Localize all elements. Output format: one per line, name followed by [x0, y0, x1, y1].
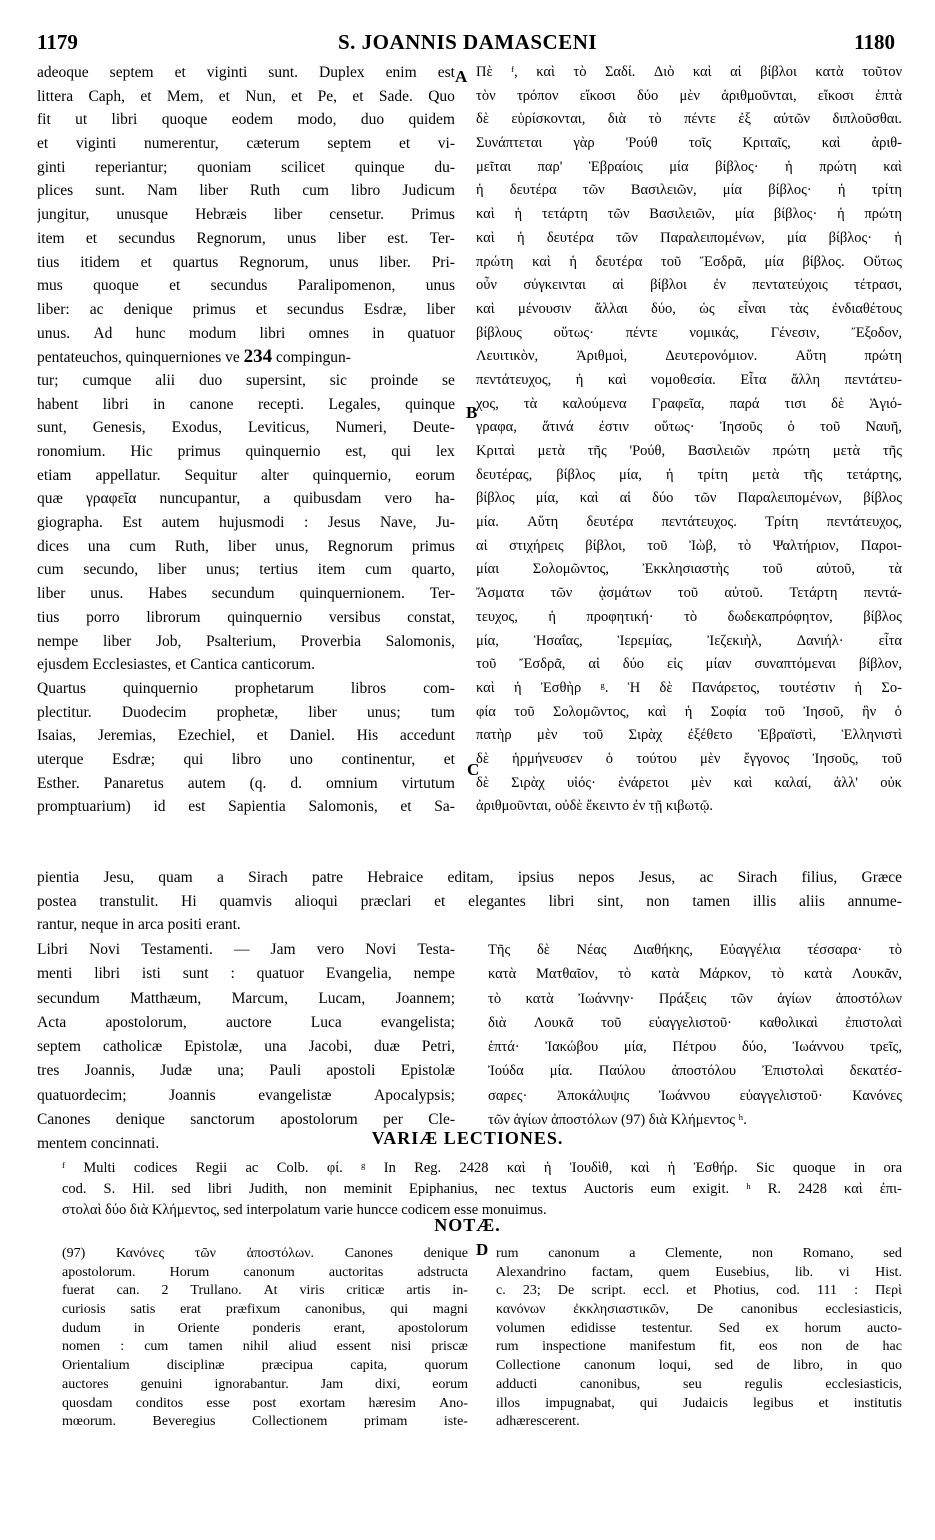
text-line: giographa. Est autem hujusmodi : Jesus Nave, Ju-	[37, 514, 455, 532]
text-line: plices sunt. Nam liber Ruth cum libro Judicum	[37, 182, 455, 200]
text-line: Isaias, Jeremias, Ezechiel, et Daniel. His accedunt	[37, 727, 455, 745]
text-line: Λευιτικὸν, Ἀριθμοὶ, Δευτερονόμιον. Αὕτη πρώτη	[476, 348, 902, 365]
text-line: Τῆς δὲ Νέας Διαθήκης, Εὐαγγέλια τέσσαρα· τὸ	[488, 942, 902, 958]
page-number-right: 1180	[854, 30, 895, 54]
text-line: Esther. Panaretus autem (q. d. omnium virtutum	[37, 774, 455, 792]
text-line: quosdam conditos esse post exortam hæresim Ano-	[62, 1395, 468, 1411]
text-line: quatuordecim; Joannis evangelistæ Apocalypsis;	[37, 1086, 455, 1104]
text-line: Orientalium disciplinæ præcipua capita, quorum	[62, 1358, 468, 1374]
variae-lectiones-heading: VARIÆ LECTIONES.	[371, 1128, 564, 1148]
text-line: pentateuchos, quinquerniones ve 234 compingun-	[37, 346, 351, 368]
text-line: φία τοῦ Σολομῶντος, καὶ ἡ Σοφία τοῦ Ἰησοῦ, ἣν ὁ	[476, 703, 902, 720]
text-line: αἱ στιχήρεις βίβλοι, τοῦ Ἰὼβ, τὸ Ψαλτήριον, Παροι-	[476, 537, 902, 554]
text-line: τῶν ἁγίων ἀποστόλων (97) διὰ Κλήμεντος ʰ.	[488, 1112, 747, 1129]
text-line: jungitur, unusque Hebræis liber censetur. Primus	[37, 206, 455, 224]
text-line: secundum Matthæum, Marcum, Lucam, Joannem;	[37, 989, 455, 1007]
text-line: βίβλους οὕτως· πέντε νομικάς, Γένεσιν, Ἔξοδον,	[476, 324, 902, 341]
text-line: στολαὶ δύο διὰ Κλήμεντος, sed interpolatum varie huncce codicem esse monuimus.	[62, 1202, 547, 1218]
text-line: rum canonum a Clemente, non Romano, sed	[496, 1246, 902, 1261]
text-line: μεῖται παρ' Ἑβραίοις μία βίβλος· ἡ πρώτη καὶ	[476, 158, 902, 175]
text-line: μίαι Σολομῶντος, Ἐκκλησιαστὴς τοῦ αὐτοῦ, τὰ	[476, 561, 902, 578]
text-line: dudum in Oriente ponderis erant, apostolorum	[62, 1320, 468, 1336]
text-line: Quartus quinquernio prophetarum libros com-	[37, 679, 455, 697]
column-number: 234	[243, 346, 273, 368]
text-line: δὲ Σιρὰχ υἱός· ἐνάρετοι μὲν καὶ καλαί, ἀλλ' οὐκ	[476, 774, 902, 791]
margin-marker-d: D	[476, 1240, 489, 1259]
notes-column-right	[496, 1245, 902, 1432]
text-line: fuerat can. 2 Trullano. At viris criticæ artis in-	[62, 1283, 468, 1299]
text-line: Συνάπτεται γὰρ 'Ρούθ τοῖς Κριταῖς, καὶ ἀριθ-	[476, 135, 902, 152]
text-line: apostolorum. Horum canonum auctoritas adstructa	[62, 1264, 468, 1280]
text-line: postea transtulit. Hi quamvis alioqui præclari et elegantes libri sint, non tamen illis aliis annume-	[37, 892, 902, 910]
text-line: ginti reperiantur; quoniam scilicet quinque du-	[37, 158, 455, 176]
text-line: καὶ ἡ Ἐσθὴρ ᵍ. Ἡ δὲ Πανάρετος, τουτέστιν ἡ Σο-	[476, 679, 902, 696]
text-line: Κριταὶ μετὰ τῆς 'Ρούθ, Βασιλειῶν πρώτη μετὰ τῆς	[476, 443, 902, 459]
text-line: πατὴρ μὲν τοῦ Σιρὰχ ἐξέθετο Ἑβραϊστὶ, Ἑλληνιστὶ	[476, 727, 902, 744]
text-line: rum inspectione manifestum fit, eos non de hac	[496, 1339, 902, 1355]
text-line: littera Caph, et Mem, et Nun, et Pe, et Sade. Quo	[37, 87, 455, 105]
text-line: adhærescerent.	[496, 1414, 580, 1430]
text-line: plectitur. Duodecim prophetæ, liber unus; tum	[37, 703, 455, 721]
text-line: fit ut libri quoque eodem modo, duo quidem	[37, 111, 455, 129]
text-line: δὲ εὑρίσκονται, διὰ τὸ πέντε ἐξ αὐτῶν διπλοῦσθαι.	[476, 111, 902, 128]
text-line: quæ γραφεῖα nuncupantur, a quibusdam vero ha-	[37, 490, 455, 508]
margin-marker-b: B	[466, 403, 478, 422]
text-line: κατὰ Ματθαῖον, τὸ κατὰ Μάρκον, τὸ κατὰ Λουκᾶν,	[488, 966, 902, 983]
text-line: ronomium. Hic primus quinquernio est, qui lex	[37, 443, 455, 460]
text-line: tur; cumque alii duo supersint, sic proinde se	[37, 371, 455, 389]
latin-column-new-testament	[37, 938, 455, 1157]
text-line: τευχος, ἡ προφητική· τὸ δωδεκαπρόφητον, βίβλος	[476, 608, 902, 625]
text-line: (97) Κανόνες τῶν ἀποστόλων. Canones denique	[62, 1246, 468, 1261]
text-line: sunt, Genesis, Exodus, Leviticus, Numeri, Deute-	[37, 419, 455, 437]
text-line: habent libri in canone recepti. Legales, quinque	[37, 395, 455, 413]
text-line: Canones denique sanctorum apostolorum per Cle-	[37, 1111, 455, 1129]
text-line: dices una cum Ruth, liber unus, Regnorum primus	[37, 537, 455, 555]
page-number-left: 1179	[37, 30, 78, 54]
text-line: mentem concinnati.	[37, 1135, 160, 1153]
text-line: σαρες· Ἀποκάλυψις Ἰωάννου εὐαγγελιστοῦ· Κανόνες	[488, 1087, 902, 1104]
text-line: πρώτη καὶ ἡ δευτέρα τοῦ Ἔσδρᾶ, μία βίβλος. Οὕτως	[476, 253, 902, 270]
text-line: καὶ ἡ τετάρτη τῶν Βασιλειῶν, μία βίβλος· ἡ πρώτη	[476, 206, 902, 223]
text-line: promptuarium) id est Sapientia Salomonis, et Sa-	[37, 798, 455, 816]
text-line: septem catholicæ Epistolæ, una Jacobi, duæ Petri,	[37, 1038, 455, 1056]
greek-column-new-testament	[488, 938, 902, 1132]
text-line: uterque Esdræ; qui libro uno continentur, et	[37, 750, 455, 768]
text-line: c. 23; De script. eccl. et Photius, cod. 111 : Περὶ	[496, 1283, 902, 1299]
text-line: μία. Αὕτη δευτέρα πεντάτευχος. Τρίτη πεντάτευχος,	[476, 514, 902, 531]
text-line: cod. S. Hil. sed libri Judith, non meminit Epiphanius, nec textus Auctoris eum exigit. ʰ R. 2428 καὶ ἐπι-	[62, 1181, 902, 1197]
text-line: mœorum. Beveregius Collectionem primam iste-	[62, 1414, 468, 1430]
text-line: ᶠ Multi codices Regii ac Colb. φί. ᵍ In Reg. 2428 καὶ ἡ Ἰουδὶθ, καὶ ἡ Ἐσθήρ. Sic quoque in ora	[62, 1160, 902, 1176]
text-line: ἡ δευτέρα τῶν Βασιλειῶν, μία βίβλος· ἡ τρίτη	[476, 182, 902, 199]
text-line: tius itidem et quartus Regnorum, unus liber. Pri-	[37, 253, 455, 271]
text-line: δευτέρας, βίβλος μία, ἡ τρίτη μετὰ τῆς τετάρτης,	[476, 466, 902, 483]
text-line: ἀριθμοῦνται, οὐδὲ ἔκειντο ἐν τῇ κιβωτῷ.	[476, 798, 714, 815]
spanning-text	[37, 866, 902, 937]
text-line: πεντάτευχος, ἡ καὶ νομοθεσία. Εἶτα ἄλλη πεντάτευ-	[476, 371, 902, 388]
notae-heading: NOTÆ.	[434, 1215, 501, 1235]
text-line: χος, τὰ καλούμενα Γραφεῖα, παρά τισι δὲ Ἁγιό-	[476, 395, 902, 412]
text-line: Libri Novi Testamenti. — Jam vero Novi Testa-	[37, 941, 455, 958]
text-line: τὸν τρόπον εἴκοσι δύο μὲν ἀριθμοῦνται, εἴκοσι ἑπτὰ	[476, 87, 902, 104]
text-line: auctores genuini ignorabantur. Jam dixi, eorum	[62, 1376, 468, 1392]
text-line: et viginti numerentur, cæterum septem et vi-	[37, 135, 455, 153]
notes-column-left	[62, 1245, 468, 1432]
text-line: τοῦ Ἔσδρᾶ, αἱ δύο εἰς μίαν συναπτόμεναι βίβλον,	[476, 656, 902, 673]
text-line: tius porro librorum quinquernio versibus constat,	[37, 608, 455, 626]
text-line: ejusdem Ecclesiastes, et Cantica canticorum.	[37, 656, 316, 674]
text-line: ἑπτά· Ἰακώβου μία, Πέτρου δύο, Ἰωάννου τρεῖς,	[488, 1039, 902, 1056]
margin-marker-a: A	[455, 67, 468, 86]
text-line: item et secundus Regnorum, unus liber est. Ter-	[37, 229, 455, 247]
running-title: S. JOANNIS DAMASCENI	[337, 30, 598, 54]
variae-lectiones-notes	[62, 1158, 902, 1221]
text-line: adeoque septem et viginti sunt. Duplex enim est	[37, 64, 455, 81]
margin-marker-c: C	[467, 760, 480, 779]
text-line: γραφα, ἅτινά ἐστιν οὕτως· Ἰησοῦς ὁ τοῦ Ναυῆ,	[476, 419, 902, 436]
text-line: cum secundo, liber unus; tertius item cum quarto,	[37, 561, 455, 579]
text-line: βίβλος μία, καὶ αἱ δύο τῶν Παραλειπομένων, βίβλος	[476, 490, 902, 507]
text-line: Alexandrino factam, quem Eusebius, lib. vi Hist.	[496, 1264, 902, 1280]
text-line: κανόνων ἐκκλησιαστικῶν, De canonibus ecclesiasticis,	[496, 1302, 902, 1318]
text-line: nempe liber Job, Psalterium, Proverbia Salomonis,	[37, 632, 455, 650]
text-line: Ἰούδα μία. Παύλου ἀποστόλου Ἐπιστολαὶ δεκατέσ-	[488, 1063, 902, 1080]
text-line: τὸ κατὰ Ἰωάννην· Πράξεις τῶν ἁγίων ἀποστόλων	[488, 990, 902, 1007]
text-line: Collectione canonum loqui, sed de libro, in quo	[496, 1358, 902, 1374]
text-line: διὰ Λουκᾶ τοῦ εὐαγγελιστοῦ· καθολικαὶ ἐπιστολαὶ	[488, 1014, 902, 1031]
text-line: menti libri isti sunt : quatuor Evangelia, nempe	[37, 965, 455, 983]
text-line: καὶ ἡ δευτέρα τῶν Παραλειπομένων, μία βίβλος· ἡ	[476, 229, 902, 246]
text-line: Ἄσματα τῶν ᾀσμάτων τοῦ αὐτοῦ. Τετάρτη πεντά-	[476, 585, 902, 602]
text-line: οὖν σύγκεινται αἱ βίβλοι ἐν πεντατεύχοις τέτρασι,	[476, 277, 902, 294]
text-line: adducti canonibus, seu regulis ecclesiasticis,	[496, 1376, 902, 1392]
text-line: volumen edidisse testentur. Sed ex horum aucto-	[496, 1320, 902, 1336]
greek-column-top	[476, 61, 902, 819]
latin-column-top	[37, 61, 455, 819]
text-line: liber: ac denique primus et secundus Esdræ, liber	[37, 300, 455, 318]
text-line: unus. Ad hunc modum libri omnes in quatuor	[37, 324, 455, 342]
text-line: δὲ ἡρμήνευσεν ὁ τούτου μὲν ἔγγονος Ἰησοῦς, τοῦ	[476, 750, 902, 767]
text-line: curiosis satis erat præfixum canonibus, qui magni	[62, 1302, 468, 1318]
text-line: liber unus. Habes secundum quinquernionem. Ter-	[37, 585, 455, 603]
text-line: Πὲ ᶠ, καὶ τὸ Σαδί. Διὸ καὶ αἱ βίβλοι κατὰ τοῦτον	[476, 64, 902, 80]
text-line: illos impugnabat, qui Judaicis legibus et institutis	[496, 1395, 902, 1411]
text-line: etiam appellatur. Sequitur alter quinquernio, eorum	[37, 466, 455, 484]
text-line: καὶ μένουσιν ἄλλαι δύο, ὡς εἶναι τὰς ἐνδιαθέτους	[476, 300, 902, 317]
text-line: mus quoque et secundus Paralipomenon, unus	[37, 277, 455, 295]
text-line: nomen : cum tamen nihil aliud essent nisi priscæ	[62, 1339, 468, 1355]
text-line: rantur, neque in arca positi erant.	[37, 916, 241, 934]
text-line: μία, Ἡσαΐας, Ἱερεμίας, Ἰεζεκιὴλ, Δανιήλ· εἶτα	[476, 632, 902, 649]
text-line: tres Joannis, Judæ una; Pauli apostoli Epistolæ	[37, 1062, 455, 1080]
text-line: Acta apostolorum, auctore Luca evangelista;	[37, 1013, 455, 1031]
text-line: pientia Jesu, quam a Sirach patre Hebraice editam, ipsius nepos Jesus, ac Sirach filius, Græce	[37, 869, 902, 886]
